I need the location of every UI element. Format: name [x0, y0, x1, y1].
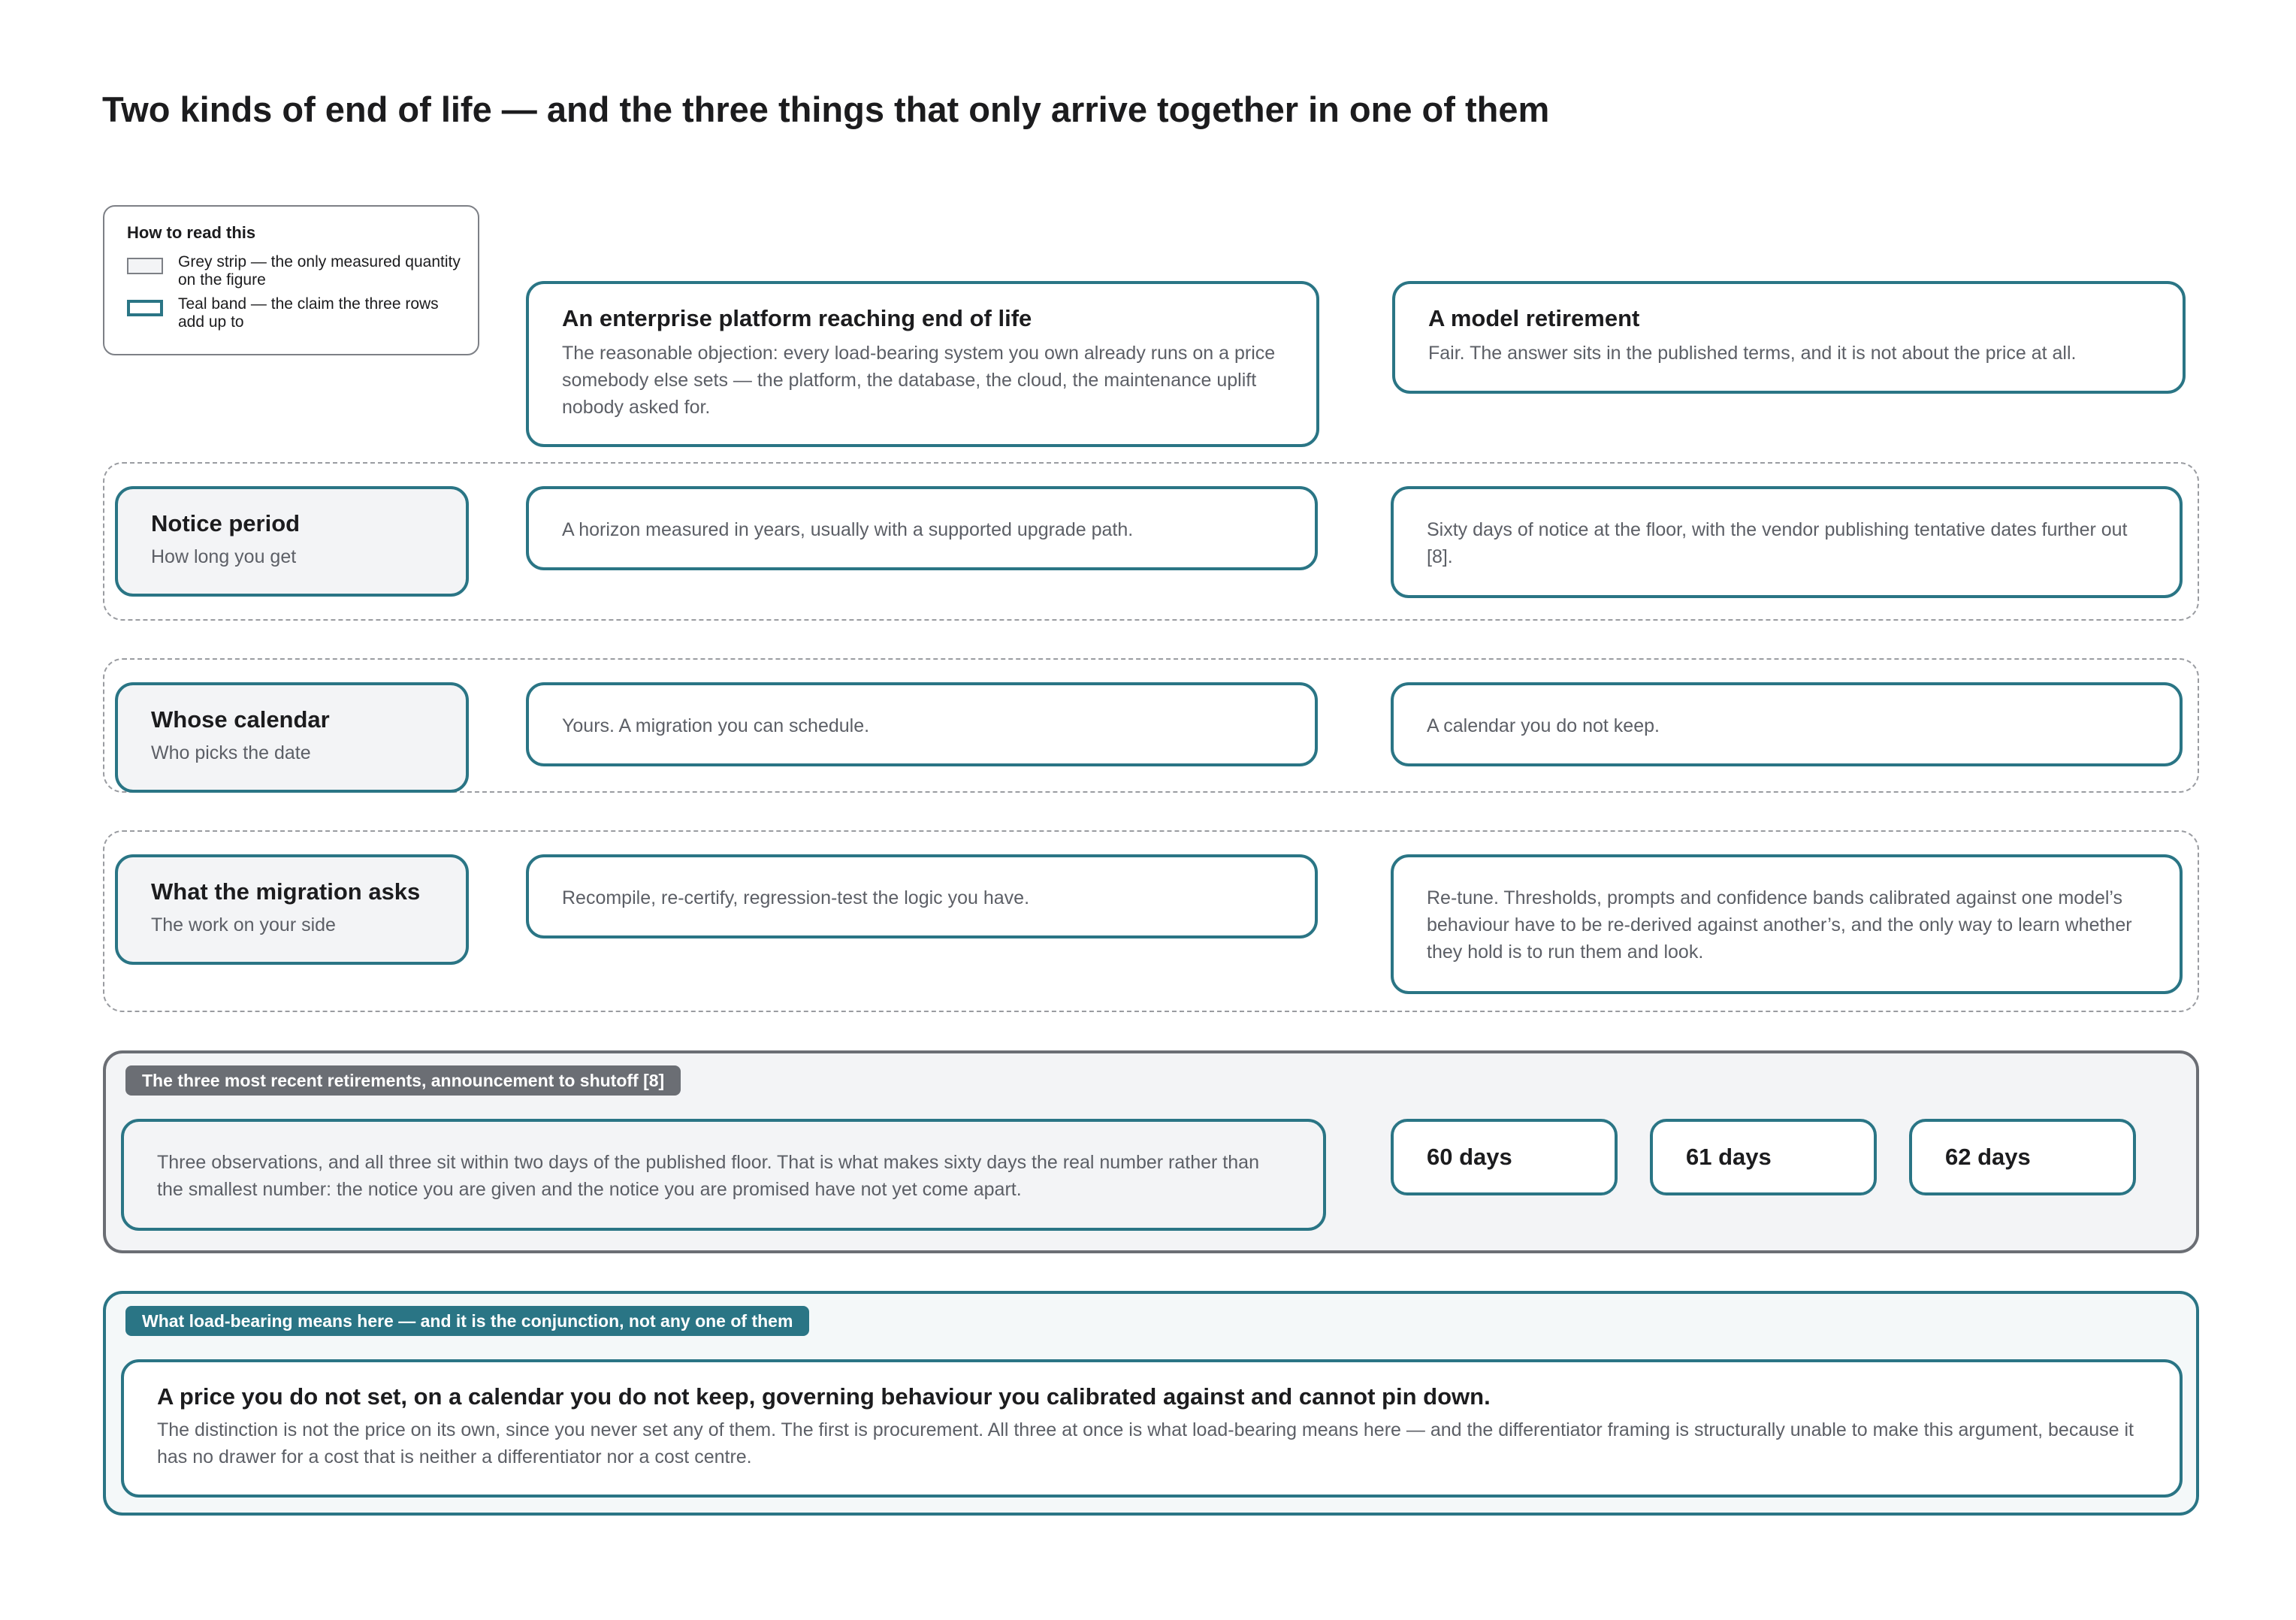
legend-title: How to read this: [127, 223, 256, 242]
row-sublabel: Who picks the date: [151, 742, 311, 763]
claim-tag: What load-bearing means here — and it is the conjunction, not any one of them: [125, 1306, 809, 1336]
column-header-platform: [526, 281, 1319, 447]
row-label: Notice period: [151, 510, 301, 536]
legend-item-grey: [127, 253, 464, 289]
measured-tag: The three most recent retirements, announcement to shutoff [8]: [125, 1065, 681, 1096]
teal-band-swatch: [127, 300, 163, 316]
column-header-model: [1392, 281, 2186, 394]
column-heading: An enterprise platform reaching end of life: [562, 305, 1032, 331]
measured-note: [121, 1119, 1326, 1231]
column-body: Fair. The answer sits in the published terms, and it is not about the price at all.: [1428, 343, 2077, 364]
grey-strip-swatch: [127, 258, 163, 274]
cell-text: Sixty days of notice at the floor, with the vendor publishing tentative dates further out [8].: [1427, 519, 2128, 567]
legend-item-label: Teal band — the claim the three rows add up to: [178, 295, 439, 331]
days-value: 60 days: [1427, 1144, 1512, 1170]
cell-text: Recompile, re-certify, regression-test the logic you have.: [562, 887, 1030, 908]
row-label: Whose calendar: [151, 706, 330, 733]
cell-calendar-platform: [526, 682, 1318, 766]
row-label-calendar: [115, 682, 469, 793]
cell-calendar-model: [1391, 682, 2183, 766]
claim-statement: [121, 1359, 2183, 1498]
claim-text: The distinction is not the price on its own, since you never set any of them. The first is procurement. All three at once is what load-bearing means here — and the differentiator framing is structurally unable to make this argument, because it has no drawer for a cost that is neither a differentiator nor a cost centre.: [157, 1419, 2134, 1467]
cell-text: Re-tune. Thresholds, prompts and confidence bands calibrated against one model’s behaviour have to be re-derived against another’s, and the only way to learn whether they hold is to run them and look.: [1427, 887, 2132, 963]
legend: [103, 205, 479, 355]
cell-notice-model: [1391, 486, 2183, 598]
retirement-61-days: [1650, 1119, 1877, 1195]
row-label: What the migration asks: [151, 878, 421, 905]
cell-migration-model: [1391, 854, 2183, 994]
cell-text: A calendar you do not keep.: [1427, 715, 1660, 736]
column-heading: A model retirement: [1428, 305, 1640, 331]
page-title: Two kinds of end of life — and the three things that only arrive together in one of them: [102, 89, 1550, 129]
row-sublabel: The work on your side: [151, 914, 336, 935]
legend-item-label: Grey strip — the only measured quantity on the figure: [178, 253, 461, 289]
claim-heading: A price you do not set, on a calendar you do not keep, governing behaviour you calibrated against and cannot pin down.: [157, 1383, 1491, 1410]
legend-item-teal: [127, 295, 464, 331]
row-sublabel: How long you get: [151, 546, 297, 567]
measured-text: Three observations, and all three sit within two days of the published floor. That is what makes sixty days the real number rather than the smallest number: the notice you are given and the notice you are promised have not yet come apart.: [157, 1152, 1259, 1200]
days-value: 62 days: [1945, 1144, 2031, 1170]
row-label-migration: [115, 854, 469, 965]
days-value: 61 days: [1686, 1144, 1772, 1170]
column-body: The reasonable objection: every load-bearing system you own already runs on a price somebody else sets — the platform, the database, the cloud, the maintenance uplift nobody asked for.: [562, 343, 1276, 418]
row-label-notice: [115, 486, 469, 597]
cell-text: A horizon measured in years, usually with a supported upgrade path.: [562, 519, 1134, 540]
cell-notice-platform: [526, 486, 1318, 570]
cell-migration-platform: [526, 854, 1318, 938]
cell-text: Yours. A migration you can schedule.: [562, 715, 870, 736]
retirement-62-days: [1909, 1119, 2136, 1195]
retirement-60-days: [1391, 1119, 1618, 1195]
